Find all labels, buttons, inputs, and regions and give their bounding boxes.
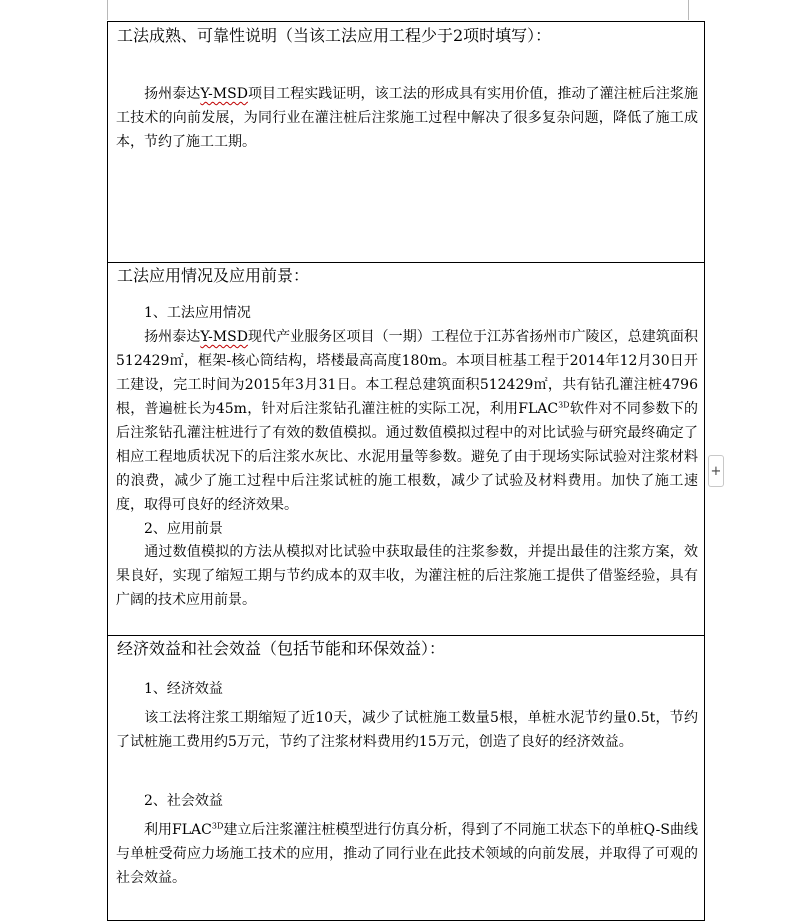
spellcheck-mark: Y-MSD: [200, 86, 248, 102]
section3-paragraph1: 该工法将注浆工期缩短了近10天，减少了试桩施工数量5根，单桩水泥节约量0.5t，节约了试桩施工费用约5万元，节约了注浆材料费用约15万元，创造了良好的经济效益。: [116, 710, 698, 750]
section2-header: 工法应用情况及应用前景：: [117, 266, 310, 285]
section3-sub1: 1、经济效益: [144, 681, 223, 697]
add-plus-icon[interactable]: +: [708, 455, 724, 487]
row-divider-2: [108, 635, 704, 636]
section2-paragraph1: 扬州泰达Y-MSD现代产业服务区项目（一期）工程位于江苏省扬州市广陵区，总建筑面积512429㎡，框架-核心筒结构，塔楼最高高度180m。本项目桩基工程于2014年12月30日开工建设，完工时间为2015年3月31日。本工程总建筑面积512429㎡，共有钻孔灌注桩4796根，普遍桩长为45m，针对后注浆钻孔灌注桩的实际工况，利用$FLAC^{3D}$软件对不同参数下的后注浆钻孔灌注桩进行了有效的数值模拟。通过数值模拟过程中的对比试验与研究最终确定了相应工程地质状况下的后注浆水灰比、水泥用量等参数。避免了由于现场实际试验对注浆材料的浪费，减少了施工过程中后注浆试桩的施工根数，减少了试验及材料费用。加快了施工速度，取得可良好的经济效果。: [116, 329, 699, 513]
section1-paragraph: 扬州泰达Y-MSD项目工程实践证明，该工法的形成具有实用价值，推动了灌注桩后注浆施工技术的向前发展，为同行业在灌注桩后注浆施工过程中解决了很多复杂问题，降低了施工成本，节约了施工工期。: [116, 86, 699, 150]
section1-header: 工法成熟、可靠性说明（当该工法应用工程少于2项时填写）：: [117, 26, 552, 45]
section2-paragraph2: 通过数值模拟的方法从模拟对比试验中获取最佳的注浆参数，并提出最佳的注浆方案，效果良好，实现了缩短工期与节约成本的双丰收，为灌注桩的后注浆施工提供了借鉴经验，具有广阔的技术应用前景。: [116, 544, 698, 608]
page-corner-mark-left: [107, 0, 108, 20]
page-corner-mark-right: [688, 0, 689, 20]
document-table: [107, 21, 705, 921]
section3-header: 经济效益和社会效益（包括节能和环保效益）：: [117, 639, 446, 658]
spellcheck-mark: Y-MSD: [200, 329, 248, 345]
section3-sub2: 2、社会效益: [144, 793, 223, 809]
section2-sub1: 1、工法应用情况: [144, 305, 251, 321]
section2-sub2: 2、应用前景: [144, 521, 223, 537]
section3-paragraph2: 利用$FLAC^{3D}$建立后注浆灌注桩模型进行仿真分析，得到了不同施工状态下的单桩Q-S曲线与单桩受荷应力场施工技术的应用，推动了同行业在此技术领域的向前发展，并取得了可观的社会效益。: [116, 821, 699, 886]
row-divider-1: [108, 262, 704, 263]
